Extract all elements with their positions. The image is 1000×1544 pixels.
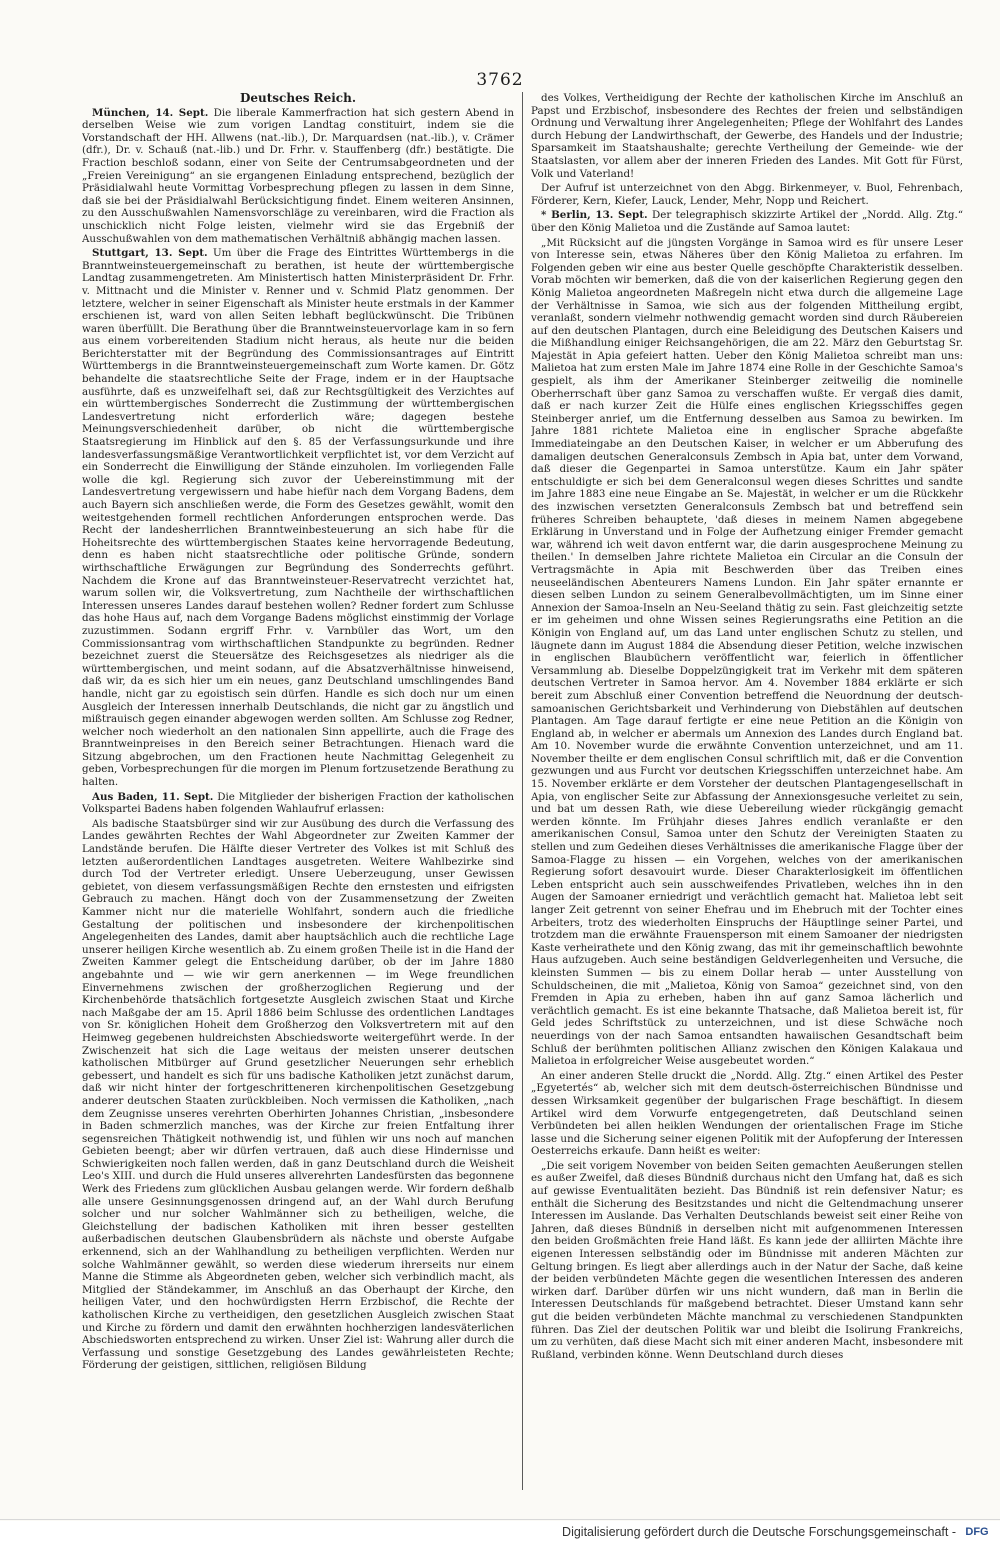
article-text: „Die seit vorigem November von beiden Seiten gemachten Aeußerungen stellen es außer Zweifel, daß dieses Bündniß durchaus nicht den Umfang hat, daß es sich auf gewisse Eventualitäten bezieht. Das Bündniß ist rein defensiver Natur; es enthält die Sicherung des Besitzstandes und nicht die Geltendmachung unserer Interessen im Auslande. Das Verhalten Deutschlands beweist seit einer Reihe von Jahren, daß dieses Bündniß in derselben nicht mit aufgenommenen Interessen den beiden Großmächten freie Hand läßt. Es kann jede der alliirten Mächte ihre eigenen Interessen selbständig oder im Bündnisse mit anderen Mächten zur Geltung bringen. Es liegt aber allerdings auch in der Natur der Sache, daß keine der beiden verbündeten Mächte gegen die wesentlichen Interessen des anderen wirken darf. Darüber dürfen wir uns nicht wundern, daß man in Berlin die Interessen Deutschlands für maßgebend betrachtet. Dieser Umstand kann sehr gut die beiden verbündeten Mächte manchmal zu verschiedenen Standpunkten führen. Das Ziel der deutschen Politik war und bleibt die Isolirung Frankreichs, um zu verhüten, daß diese Macht sich mit einer anderen Macht, insbesondere mit Rußland, verbinden könne. Wenn Deutschland durch dieses [531,1159,963,1361]
article-text: Um über die Frage des Eintrittes Württembergs in die Branntweinsteuergemeinschaft zu berathen, ist heute der württembergische Landtag zusammengetreten. Am Ministertisch hatten Ministerpräsident Dr. Frhr. v. Mittnacht und die Minister v. Renner und v. Schmid Platz genommen. Der letztere, welcher in seiner Eigenschaft als Minister heute erstmals in der Kammer erschienen ist, ward von allen Seiten lebhaft beglückwünscht. Die Tribünen waren überfüllt. Die Berathung über die Branntweinsteuervorlage kam in so fern aus einem vorbereitenden Stadium nicht heraus, als heute nur die beiden Berichterstatter mit der Begründung des Commissionsantrages auf Eintritt Württembergs in die Branntweinsteuergemeinschaft zum Worte kamen. Dr. Götz behandelte die staatsrechtliche Seite der Frage, indem er in der Hauptsache ausführte, daß es unzweifelhaft sei, daß zur Rechtsgültigkeit des Verzichtes auf ein württembergisches Sonderrecht die Zustimmung der württembergischen Landesvertretung nicht erforderlich wäre; dagegen bestehe Meinungsverschiedenheit darüber, ob nicht die württembergische Staatsregierung im Hinblick auf den §. 85 der Verfassungsurkunde und ihre landesverfassungsmäßige Verantwortlichkeit verpflichtet ist, vor dem Verzicht auf ein Sonderrecht die Einwilligung der Stände einzuholen. Im vorliegenden Falle wolle die kgl. Regierung sich zuvor der Uebereinstimmung mit der Landesvertretung vergewissern und habe hiefür nach dem Vorgang Badens, dem auch Bayern sich anschließen werde, die Form des Gesetzes gewählt, womit den weitestgehenden formell rechtlichen Anforderungen entsprochen werde. Das Recht der landesherrlichen Branntweinbesteuerung an sich habe für die Hoheitsrechte des württembergischen Staates keine hervorragende Bedeutung, denn es haben nicht staatsrechtliche oder politische Gründe, sondern wirthschaftliche Erwägungen zur Begründung des Sonderrechts geführt. Nachdem die Krone auf das Branntweinsteuer-Reservatrecht verzichtet hat, warum sollen wir, die Volksvertretung, zum Nachtheile der wirthschaftlichen Interessen unseres Landes darauf bestehen wollen? Redner fordert zum Schlusse das hohe Haus auf, nach dem Vorgange Badens möglichst einstimmig der Vorlage zuzustimmen. Sodann ergriff Frhr. v. Varnbüler das Wort, um den Commissionsantrag vom wirthschaftlichen Standpunkte zu begründen. Redner bezeichnet zuerst die Steuersätze des Reichsgesetzes als niedriger als die württembergischen, und meint sodann, auf die Absatzverhältnisse hinweisend, daß wir, da es sich hier um ein neues, ganz Deutschland umschlingendes Band handle, nicht gar zu egoistisch sein dürfen. Handle es sich doch nur um einen Ausgleich der Interessen innerhalb Deutschlands, die nicht gar zu ängstlich und mißtrauisch gegen einander abgewogen werden sollten. Am Schlusse zog Redner, welcher noch wiederholt an den nationalen Sinn appellirte, auch die Frage des Branntweinpreises in den Bereich seiner Betrachtungen. Hienach ward die Sitzung abgebrochen, um den Fractionen heute Nachmittag Gelegenheit zu geben, Vorbesprechungen für die morgen im Plenum fortzusetzende Berathung zu halten. [82,247,514,789]
article-text: Der Aufruf ist unterzeichnet von den Abgg. Birkenmeyer, v. Buol, Fehrenbach, Förderer, Kern, Kiefer, Lauck, Lender, Mehr, Nopp und Reichert. [531,182,963,207]
left-column [82,92,514,1492]
article-dateline: München, 14. Sept. [92,106,209,119]
article-paragraph [82,247,514,789]
funding-note: Digitalisierung gefördert durch die Deutsche Forschungsgemeinschaft - [562,1525,956,1539]
right-column [531,92,963,1492]
article-text: An einer anderen Stelle druckt die „Nordd. Allg. Ztg.“ einen Artikel des Pester „Egyetertés“ ab, welcher sich mit dem deutsch-österreichischen Bündnisse und dessen Wirksamkeit gegenüber der bulgarischen Frage beschäftigt. In diesem Artikel wird dem Vorwurfe entgegengetreten, daß Deutschland seinen Verbündeten bei allen heiklen Wendungen der orientalischen Frage im Stiche lasse und die Sicherung seiner eigenen Politik mit der Aufopferung der Interessen Oesterreichs erkaufe. Dann heißt es weiter: [531,1069,963,1158]
article-paragraph [82,818,514,1372]
article-dateline: Stuttgart, 13. Sept. [92,247,208,260]
footer-divider [0,1519,1000,1520]
article-text: Der telegraphisch skizzirte Artikel der „Nordd. Allg. Ztg.“ über den König Malietoa und die Zustände auf Samoa lautet: [531,209,963,234]
article-paragraph [531,182,963,207]
article-paragraph [531,1070,963,1158]
article-dateline: Aus Baden, 11. Sept. [92,790,214,803]
article-paragraph [531,92,963,180]
article-paragraph [82,791,514,816]
article-paragraph [531,237,963,1068]
article-text: Als badische Staatsbürger sind wir zur Ausübung des durch die Verfassung des Landes gewährten Rechtes der Wahl Abgeordneter zur Zweiten Kammer der Landstände berufen. Die Hälfte dieser Vertreter des Volkes ist mit Schluß des letzten außerordentlichen Landtages ausgetreten. Weitere Wahlbezirke sind durch Tod der Vertreter erledigt. Unsere Ueberzeugung, unser Gewissen gebietet, von diesem verfassungsmäßigen Rechte den ernstesten und eifrigsten Gebrauch zu machen. Hängt doch von der Zusammensetzung der Zweiten Kammer nicht nur die materielle Wohlfahrt, sondern auch die friedliche Gestaltung der politischen und insbesondere der kirchenpolitischen Angelegenheiten des Landes, damit aber hauptsächlich auch die rechtliche Lage unserer heiligen Kirche wesentlich ab. Zu einem großen Theile ist in die Hand der Zweiten Kammer gelegt die Entscheidung darüber, ob der im Jahre 1880 angebahnte und — wie wir gern anerkennen — im Wege freundlichen Einvernehmens zwischen der großherzoglichen Regierung und der Kirchenbehörde thatsächlich fortgesetzte Ausgleich zwischen Staat und Kirche nach Maßgabe der am 15. April 1886 beim Schlusse des ordentlichen Landtages von Sr. königlichen Hoheit dem Großherzog den Volksvertretern mit auf den Heimweg gegebenen huldreichsten Abschiedsworte weitergeführt werde. In der Zwischenzeit hat sich die Lage weitaus der meisten unserer deutschen katholischen Mitbürger auf Grund gesetzlicher Neuerungen sehr erheblich gebessert, und handelt es sich für uns badische Katholiken jetzt zunächst darum, daß wir nicht hinter der fortgeschritteneren kirchenpolitischen Gesetzgebung anderer deutschen Staaten zurückbleiben. Noch vermissen die Katholiken, „nach dem Zeugnisse unseres verehrten Oberhirten Johannes Christian, „insbesondere in Baden schmerzlich manches, was der Kirche zur freien Entfaltung ihrer segensreichen Thätigkeit nothwendig ist, und fühlen wir uns noch auf manchen Gebieten beengt; aber wir dürfen vertrauen, daß auch diese Hindernisse und Schwierigkeiten noch fallen werden, daß in ganz Deutschland durch die Weisheit Leo's XIII. und durch die Huld unseres allverehrten Landesfürsten das begonnene Werk des Friedens zum glücklichen Ausbau gelangen werde. Wir fordern deßhalb alle unsere Gesinnungsgenossen dringend auf, an der Wahl durch Berufung solcher und nur solcher Wahlmänner sich zu betheiligen, welche, die Gleichstellung der badischen Katholiken mit ihren besser gestellten außerbadischen deutschen Glaubensbrüdern als nächste und oberste Aufgabe erkennend, sich an der Wahlhandlung zu betheiligen verpflichten. Werden nur solche Wahlmänner gewählt, so werden diese wiederum ihrerseits nur einem Manne die Stimme als Abgeordneten geben, welcher sich verbindlich macht, als Mitglied der Ständekammer, im Anschluß an das Oberhaupt der Kirche, den heiligen Vater, und den hochwürdigsten Herrn Erzbischof, die Rechte der katholischen Kirche zu vertheidigen, den gesetzlichen Ausgleich zwischen Staat und Kirche zu fördern und damit den erwähnten hochherzigen landesväterlichen Abschiedsworten entsprechend zu wirken. Unser Ziel ist: Wahrung aller durch die Verfassung und sonstige Gesetzgebung des Landes gewährleisteten Rechte; Förderung der geistigen, sittlichen, religiösen Bildung [82,817,514,1372]
article-dateline: * Berlin, 13. Sept. [541,209,648,222]
article-text: Die liberale Kammerfraction hat sich gestern Abend in derselben Weise wie zum vorigen Landtag constituirt, indem sie die Vorstandschaft der HH. Allwens (nat.-lib.), Dr. Marquardsen (nat.-lib.), v. Crämer (dfr.), Dr. v. Schauß (nat.-lib.) und Dr. Frhr. v. Stauffenberg (dfr.) bestätigte. Die Fraction beschloß sodann, einer von Seite der Centrumsabgeordneten und der „Freien Vereinigung“ an sie ergangenen Einladung entsprechend, bezüglich der Präsidialwahl heute Vormittag Vorbesprechung pflegen zu lassen in dem Sinne, daß sie bei der Präsidialwahl Berücksichtigung findet. Einem weiteren Ansinnen, zu den Ausschußwahlen Namensvorschläge zu vereinbaren, wird die Fraction als unschicklich nicht Folge leisten, vielmehr wird sie das Ergebniß der Ausschußwahlen von dem mathematischen Verhältniß abhängig machen lassen. [82,106,514,245]
article-paragraph [82,107,514,246]
article-text: des Volkes, Vertheidigung der Rechte der katholischen Kirche im Anschluß an Papst und Erzbischof, insbesondere des Rechtes der freien und selbständigen Ordnung und Verwaltung ihrer Angelegenheiten; Pflege der Wohlfahrt des Landes durch Hebung der Landwirthschaft, der Gewerbe, des Handels und der Industrie; Sparsamkeit im Staatshaushalte; gerechte Vertheilung der Gemeinde- wie der Staatslasten, vor allem aber der inneren Frieden des Landes. Mit Gott für Fürst, Volk und Vaterland! [531,92,963,180]
article-paragraph [531,1160,963,1362]
page-number: 3762 [476,70,524,90]
article-paragraph [531,209,963,234]
column-divider [522,92,523,1490]
dfg-logo: DFG [965,1526,989,1538]
article-text: Die Mitglieder der bisherigen Fraction der katholischen Volkspartei Badens haben folgenden Wahlaufruf erlassen: [82,790,514,816]
article-text: „Mit Rücksicht auf die jüngsten Vorgänge in Samoa wird es für unsere Leser von Interesse sein, etwas Näheres über den König Malietoa zu erfahren. Im Folgenden geben wir eine aus bester Quelle geschöpfte Charakteristik desselben. Vorab möchten wir bemerken, daß die von der kaiserlichen Regierung gegen den König Malietoa angeordneten Maßregeln nicht etwa durch die allgemeine Lage der Verhältnisse in Samoa, wie sich aus der folgenden Mittheilung ergibt, veranlaßt, sondern vielmehr nothwendig gemacht worden sind durch Räubereien auf den deutschen Plantagen, durch eine Beleidigung des Deutschen Kaisers und die Mißhandlung einiger Reichsangehörigen, die am 22. März den Geburtstag Sr. Majestät in Apia gefeiert hatten. Ueber den König Malietoa schreibt man uns: Malietoa hat zum ersten Male im Jahre 1874 eine Rolle in der Geschichte Samoa's gespielt, als ihm der Amerikaner Steinberger zeitweilig die nominelle Oberherrschaft über ganz Samoa zu verschaffen wußte. Er vergaß dies damit, daß er nach kurzer Zeit die Hülfe eines englischen Kriegsschiffes gegen Steinberger anrief, um die Entfernung desselben aus Samoa zu bewirken. Im Jahre 1881 richtete Malietoa eine in englischer Sprache abgefaßte Immediateingabe an den Deutschen Kaiser, in welcher er um Abberufung des damaligen deutschen Generalconsuls Zembsch in Apia bat, unter dem Vorwand, daß dieser die Gegenpartei in Samoa unterstütze. Kaum ein Jahr später entschuldigte er sich bei dem Generalconsul wegen dieses Schrittes und sandte im Jahre 1883 eine neue Eingabe an Se. Majestät, in welcher er um die Rückkehr des inzwischen versetzten Generalconsuls Zembsch bat und betreffend sein früheres Schreiben behauptete, 'daß dieses in meinem Namen abgegebene Erklärung in Unverstand und in Folge der Aufhetzung einiger Fremder gemacht war, während ich weit davon entfernt war, die darin ausgesprochene Meinung zu theilen.' In demselben Jahre richtete Malietoa ein Circular an die Consuln der Vertragsmächte in Apia mit Beschwerden über das Treiben eines neuseeländischen Abenteurers Namens Lundon. Ein Jahr später ernannte er diesen selben Lundon zu seinem Generalbevollmächtigten, um im Sinne einer Annexion der Samoa-Inseln an Neu-Seeland thätig zu sein. Fast gleichzeitig setzte er im geheimen und ohne Wissen seines Regierungsraths eine Petition an die Königin von England auf, um das Land unter englischen Schutz zu stellen, und läugnete dann im August 1884 die Absendung dieser Petition, welche inzwischen in englischen Blaubüchern veröffentlicht war, feierlich in öffentlicher Versammlung ab. Dieselbe Doppelzüngigkeit trat im Verkehr mit dem späteren deutschen Vertreter in Samoa hervor. Am 4. November 1884 erklärte er sich bereit zum Abschluß einer Convention betreffend die Neuordnung der deutsch-samoanischen Gerichtsbarkeit und Verhinderung von Diebstählen auf deutschen Plantagen. Am Tage darauf fertigte er eine neue Petition an die Königin von England ab, in welcher er abermals um Annexion des Landes durch England bat. Am 10. November wurde die erwähnte Convention unterzeichnet, und am 11. November theilte er dem englischen Consul schriftlich mit, daß er die Convention gezwungen und aus Furcht vor deutschen Kriegsschiffen unterzeichnet habe. Am 15. November erklärte er dem Vorsteher der deutschen Plantagengesellschaft in Apia, von englischer Seite zur Abfassung der Annexionsgesuche verleitet zu sein, und bat um dessen Rath, wie diese Uebereilung wieder rückgängig gemacht werden könnte. Im Frühjahr dieses Jahres endlich veranlaßte er den amerikanischen Consul, Samoa unter den Schutz der Vereinigten Staaten zu stellen und zum Gedeihen dieses Verhältnisses die amerikanische Flagge über der Samoa-Flagge zu hissen — ein Vorgehen, welches von der amerikanischen Regierung sofort desavouirt wurde. Dieser Charakterlosigkeit im öffentlichen Leben entspricht auch sein ausschweifendes Privatleben, welches ihn in den Augen der Samoaner erniedrigt und verächtlich gemacht hat. Malietoa lebt seit langer Zeit getrennt von seiner Ehefrau und im Ehebruch mit der Tochter eines Arbeiters, trotz des wiederholten Einspruchs der Häuptlinge seiner Partei, und trotzdem man die erwähnte Frauensperson mit einem Samoaner der niedrigsten Kaste verheirathete und den König zwang, das mit ihr gemeinschaftlich bewohnte Haus aufzugeben. Auch seine beständigen Geldverlegenheiten und Versuche, die kleinsten Summen — bis zu einem Dollar herab — unter Ausstellung von Schuldscheinen, die mit „Malietoa, König von Samoa“ gezeichnet sind, von den Fremden in Apia zu erheben, haben ihn auf ganz Samoa lächerlich und verächtlich gemacht. Es ist eine bekannte Thatsache, daß Malietoa bereit ist, für Geld jedes Schriftstück zu unterzeichnen, und ist diese Schwäche noch neuerdings von der nach Samoa entsandten hawaiischen Gesandtschaft beim Schluß der berühmten politischen Allianz zwischen den Königen Kalakaua und Malietoa in erfolgreicher Weise ausgebeutet worden.“ [531,236,963,1068]
section-heading: Deutsches Reich. [239,92,357,105]
footer-bar [0,1521,1000,1544]
